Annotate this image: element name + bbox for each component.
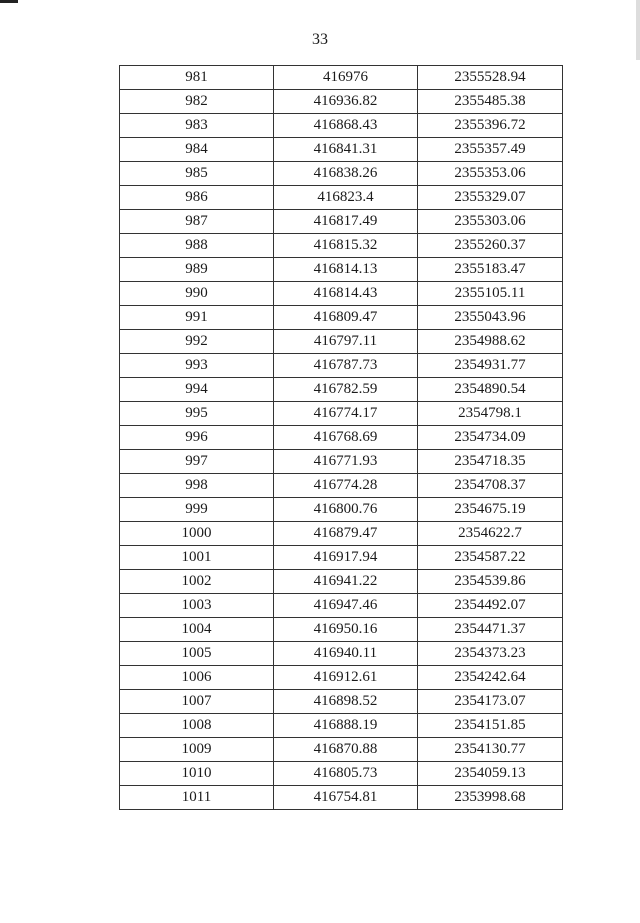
y-coordinate-cell: 2354931.77 xyxy=(418,354,563,378)
table-row xyxy=(120,426,563,450)
point-number-cell: 992 xyxy=(120,330,274,354)
table-row xyxy=(120,786,563,810)
table-row xyxy=(120,306,563,330)
table-row xyxy=(120,738,563,762)
point-number-cell: 988 xyxy=(120,234,274,258)
table-row xyxy=(120,210,563,234)
table-row xyxy=(120,642,563,666)
y-coordinate-cell: 2355396.72 xyxy=(418,114,563,138)
point-number-cell: 1004 xyxy=(120,618,274,642)
x-coordinate-cell: 416941.22 xyxy=(274,570,418,594)
point-number-cell: 994 xyxy=(120,378,274,402)
page-number: 33 xyxy=(312,31,328,48)
x-coordinate-cell: 416797.11 xyxy=(274,330,418,354)
y-coordinate-cell: 2354539.86 xyxy=(418,570,563,594)
point-number-cell: 1001 xyxy=(120,546,274,570)
point-number-cell: 1000 xyxy=(120,522,274,546)
table-row xyxy=(120,66,563,90)
y-coordinate-cell: 2355303.06 xyxy=(418,210,563,234)
x-coordinate-cell: 416940.11 xyxy=(274,642,418,666)
point-number-cell: 984 xyxy=(120,138,274,162)
x-coordinate-cell: 416782.59 xyxy=(274,378,418,402)
table-row xyxy=(120,138,563,162)
point-number-cell: 996 xyxy=(120,426,274,450)
y-coordinate-cell: 2355183.47 xyxy=(418,258,563,282)
table-row xyxy=(120,546,563,570)
y-coordinate-cell: 2355043.96 xyxy=(418,306,563,330)
x-coordinate-cell: 416912.61 xyxy=(274,666,418,690)
point-number-cell: 993 xyxy=(120,354,274,378)
y-coordinate-cell: 2354988.62 xyxy=(418,330,563,354)
point-number-cell: 990 xyxy=(120,282,274,306)
table-row xyxy=(120,234,563,258)
table-row xyxy=(120,186,563,210)
table-row xyxy=(120,378,563,402)
y-coordinate-cell: 2354622.7 xyxy=(418,522,563,546)
y-coordinate-cell: 2354173.07 xyxy=(418,690,563,714)
x-coordinate-cell: 416888.19 xyxy=(274,714,418,738)
y-coordinate-cell: 2354151.85 xyxy=(418,714,563,738)
table-row xyxy=(120,690,563,714)
x-coordinate-cell: 416754.81 xyxy=(274,786,418,810)
x-coordinate-cell: 416947.46 xyxy=(274,594,418,618)
point-number-cell: 1009 xyxy=(120,738,274,762)
y-coordinate-cell: 2354059.13 xyxy=(418,762,563,786)
x-coordinate-cell: 416976 xyxy=(274,66,418,90)
y-coordinate-cell: 2354734.09 xyxy=(418,426,563,450)
x-coordinate-cell: 416817.49 xyxy=(274,210,418,234)
table-row xyxy=(120,570,563,594)
y-coordinate-cell: 2354130.77 xyxy=(418,738,563,762)
table-row xyxy=(120,90,563,114)
point-number-cell: 987 xyxy=(120,210,274,234)
y-coordinate-cell: 2355353.06 xyxy=(418,162,563,186)
y-coordinate-cell: 2354718.35 xyxy=(418,450,563,474)
x-coordinate-cell: 416870.88 xyxy=(274,738,418,762)
x-coordinate-cell: 416805.73 xyxy=(274,762,418,786)
scan-edge-shadow xyxy=(636,0,640,60)
table-row xyxy=(120,474,563,498)
point-number-cell: 989 xyxy=(120,258,274,282)
table-row xyxy=(120,282,563,306)
table-row xyxy=(120,594,563,618)
y-coordinate-cell: 2355528.94 xyxy=(418,66,563,90)
y-coordinate-cell: 2354675.19 xyxy=(418,498,563,522)
x-coordinate-cell: 416838.26 xyxy=(274,162,418,186)
y-coordinate-cell: 2354373.23 xyxy=(418,642,563,666)
x-coordinate-cell: 416815.32 xyxy=(274,234,418,258)
coordinates-table-body xyxy=(120,66,563,810)
point-number-cell: 997 xyxy=(120,450,274,474)
y-coordinate-cell: 2354587.22 xyxy=(418,546,563,570)
y-coordinate-cell: 2353998.68 xyxy=(418,786,563,810)
x-coordinate-cell: 416800.76 xyxy=(274,498,418,522)
table-row xyxy=(120,666,563,690)
table-row xyxy=(120,618,563,642)
x-coordinate-cell: 416814.13 xyxy=(274,258,418,282)
table-row xyxy=(120,114,563,138)
table-row xyxy=(120,258,563,282)
point-number-cell: 982 xyxy=(120,90,274,114)
y-coordinate-cell: 2355105.11 xyxy=(418,282,563,306)
y-coordinate-cell: 2354471.37 xyxy=(418,618,563,642)
point-number-cell: 1003 xyxy=(120,594,274,618)
y-coordinate-cell: 2354890.54 xyxy=(418,378,563,402)
table-row xyxy=(120,162,563,186)
point-number-cell: 991 xyxy=(120,306,274,330)
y-coordinate-cell: 2355329.07 xyxy=(418,186,563,210)
y-coordinate-cell: 2354798.1 xyxy=(418,402,563,426)
point-number-cell: 1006 xyxy=(120,666,274,690)
x-coordinate-cell: 416787.73 xyxy=(274,354,418,378)
coordinates-table xyxy=(119,65,563,810)
point-number-cell: 1007 xyxy=(120,690,274,714)
point-number-cell: 1011 xyxy=(120,786,274,810)
y-coordinate-cell: 2354492.07 xyxy=(418,594,563,618)
point-number-cell: 1008 xyxy=(120,714,274,738)
x-coordinate-cell: 416898.52 xyxy=(274,690,418,714)
y-coordinate-cell: 2354708.37 xyxy=(418,474,563,498)
y-coordinate-cell: 2354242.64 xyxy=(418,666,563,690)
table-row xyxy=(120,402,563,426)
x-coordinate-cell: 416774.17 xyxy=(274,402,418,426)
point-number-cell: 1010 xyxy=(120,762,274,786)
scan-edge-mark xyxy=(0,0,18,3)
y-coordinate-cell: 2355260.37 xyxy=(418,234,563,258)
point-number-cell: 999 xyxy=(120,498,274,522)
x-coordinate-cell: 416936.82 xyxy=(274,90,418,114)
y-coordinate-cell: 2355485.38 xyxy=(418,90,563,114)
x-coordinate-cell: 416879.47 xyxy=(274,522,418,546)
table-row xyxy=(120,450,563,474)
x-coordinate-cell: 416917.94 xyxy=(274,546,418,570)
point-number-cell: 995 xyxy=(120,402,274,426)
table-row xyxy=(120,330,563,354)
x-coordinate-cell: 416841.31 xyxy=(274,138,418,162)
point-number-cell: 986 xyxy=(120,186,274,210)
table-row xyxy=(120,498,563,522)
x-coordinate-cell: 416771.93 xyxy=(274,450,418,474)
x-coordinate-cell: 416809.47 xyxy=(274,306,418,330)
x-coordinate-cell: 416823.4 xyxy=(274,186,418,210)
y-coordinate-cell: 2355357.49 xyxy=(418,138,563,162)
x-coordinate-cell: 416814.43 xyxy=(274,282,418,306)
point-number-cell: 983 xyxy=(120,114,274,138)
point-number-cell: 981 xyxy=(120,66,274,90)
x-coordinate-cell: 416774.28 xyxy=(274,474,418,498)
table-row xyxy=(120,522,563,546)
point-number-cell: 1002 xyxy=(120,570,274,594)
table-row xyxy=(120,714,563,738)
x-coordinate-cell: 416868.43 xyxy=(274,114,418,138)
point-number-cell: 998 xyxy=(120,474,274,498)
point-number-cell: 985 xyxy=(120,162,274,186)
table-row xyxy=(120,762,563,786)
table-row xyxy=(120,354,563,378)
point-number-cell: 1005 xyxy=(120,642,274,666)
x-coordinate-cell: 416768.69 xyxy=(274,426,418,450)
x-coordinate-cell: 416950.16 xyxy=(274,618,418,642)
